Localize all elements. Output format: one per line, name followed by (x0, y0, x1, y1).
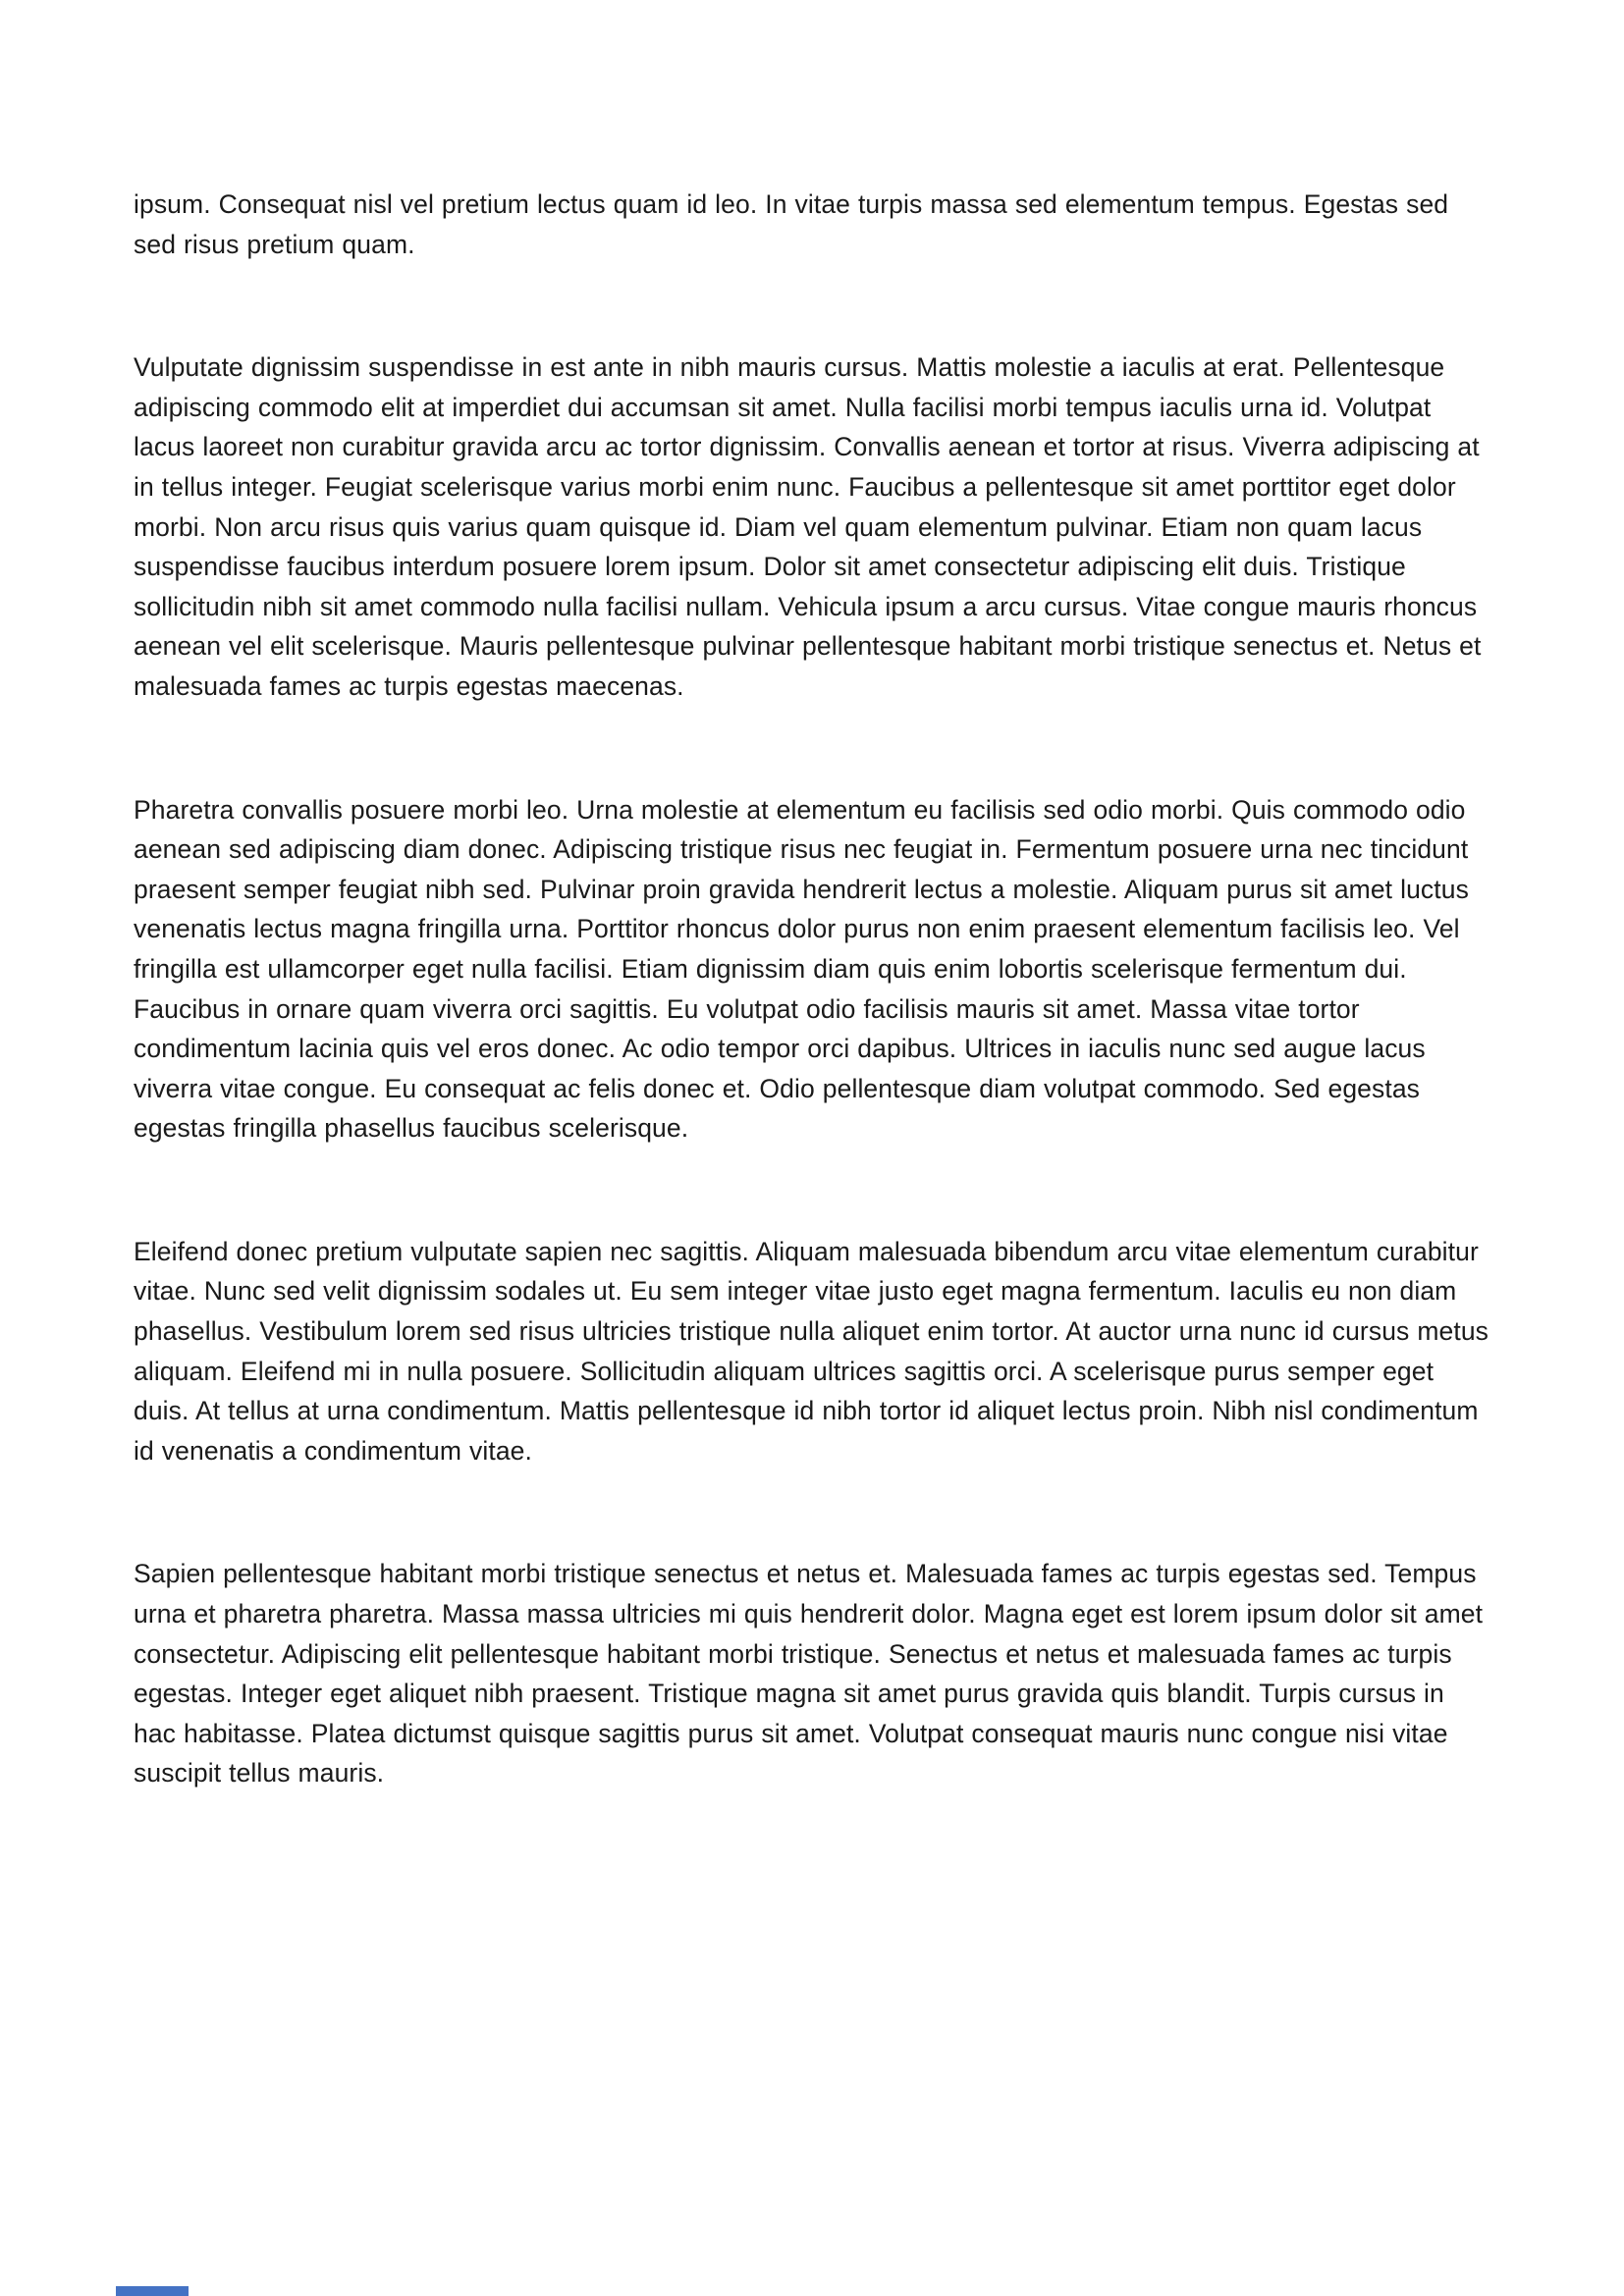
paragraph: ipsum. Consequat nisl vel pretium lectus quam id leo. In vitae turpis massa sed elementum tempus. Egestas sed sed risus pretium quam. (134, 189, 1449, 259)
paragraph: Vulputate dignissim suspendisse in est ante in nibh mauris cursus. Mattis molestie a iaculis at erat. Pellentesque adipiscing commodo elit at imperdiet dui accumsan sit amet. Nulla facilisi morbi tempus iaculis urna id. Volutpat lacus laoreet non curabitur gravida arcu ac tortor dignissim. Convallis aenean et tortor at risus. Viverra adipiscing at in tellus integer. Feugiat scelerisque varius morbi enim nunc. Faucibus a pellentesque sit amet porttitor eget dolor morbi. Non arcu risus quis varius quam quisque id. Diam vel quam elementum pulvinar. Etiam non quam lacus suspendisse faucibus interdum posuere lorem ipsum. Dolor sit amet consectetur adipiscing elit duis. Tristique sollicitudin nibh sit amet commodo nulla facilisi nullam. Vehicula ipsum a arcu cursus. Vitae congue mauris rhoncus aenean vel elit scelerisque. Mauris pellentesque pulvinar pellentesque habitant morbi tristique senectus et. Netus et malesuada fames ac turpis egestas maecenas. (134, 352, 1482, 701)
paragraph: Pharetra convallis posuere morbi leo. Urna molestie at elementum eu facilisis sed odio morbi. Quis commodo odio aenean sed adipiscing diam donec. Adipiscing tristique risus nec feugiat in. Fermentum posuere urna nec tincidunt praesent semper feugiat nibh sed. Pulvinar proin gravida hendrerit lectus a molestie. Aliquam purus sit amet luctus venenatis lectus magna fringilla urna. Porttitor rhoncus dolor purus non enim praesent elementum facilisis leo. Vel fringilla est ullamcorper eget nulla facilisi. Etiam dignissim diam quis enim lobortis scelerisque fermentum dui. Faucibus in ornare quam viverra orci sagittis. Eu volutpat odio facilisis mauris sit amet. Massa vitae tortor condimentum lacinia quis vel eros donec. Ac odio tempor orci dapibus. Ultrices in iaculis nunc sed augue lacus viverra vitae congue. Eu consequat ac felis donec et. Odio pellentesque diam volutpat commodo. Sed egestas egestas fringilla phasellus faucibus scelerisque. (134, 794, 1469, 1144)
clipped-blue-element (116, 2286, 189, 2296)
paragraph: Eleifend donec pretium vulputate sapien nec sagittis. Aliquam malesuada bibendum arcu vitae elementum curabitur vitae. Nunc sed velit dignissim sodales ut. Eu sem integer vitae justo eget magna fermentum. Iaculis eu non diam phasellus. Vestibulum lorem sed risus ultricies tristique nulla aliquet enim tortor. At auctor urna nunc id cursus metus aliquam. Eleifend mi in nulla posuere. Sollicitudin aliquam ultrices sagittis orci. A scelerisque purus semper eget duis. At tellus at urna condimentum. Mattis pellentesque id nibh tortor id aliquet lectus proin. Nibh nisl condimentum id venenatis a condimentum vitae. (134, 1236, 1489, 1466)
paragraph: Sapien pellentesque habitant morbi tristique senectus et netus et. Malesuada fames ac turpis egestas sed. Tempus urna et pharetra pharetra. Massa massa ultricies mi quis hendrerit dolor. Magna eget est lorem ipsum dolor sit amet consectetur. Adipiscing elit pellentesque habitant morbi tristique. Senectus et netus et malesuada fames ac turpis egestas. Integer eget aliquet nibh praesent. Tristique magna sit amet purus gravida quis blandit. Turpis cursus in hac habitasse. Platea dictumst quisque sagittis purus sit amet. Volutpat consequat mauris nunc congue nisi vitae suscipit tellus mauris. (134, 1559, 1484, 1789)
document-body-text (134, 185, 1490, 1877)
